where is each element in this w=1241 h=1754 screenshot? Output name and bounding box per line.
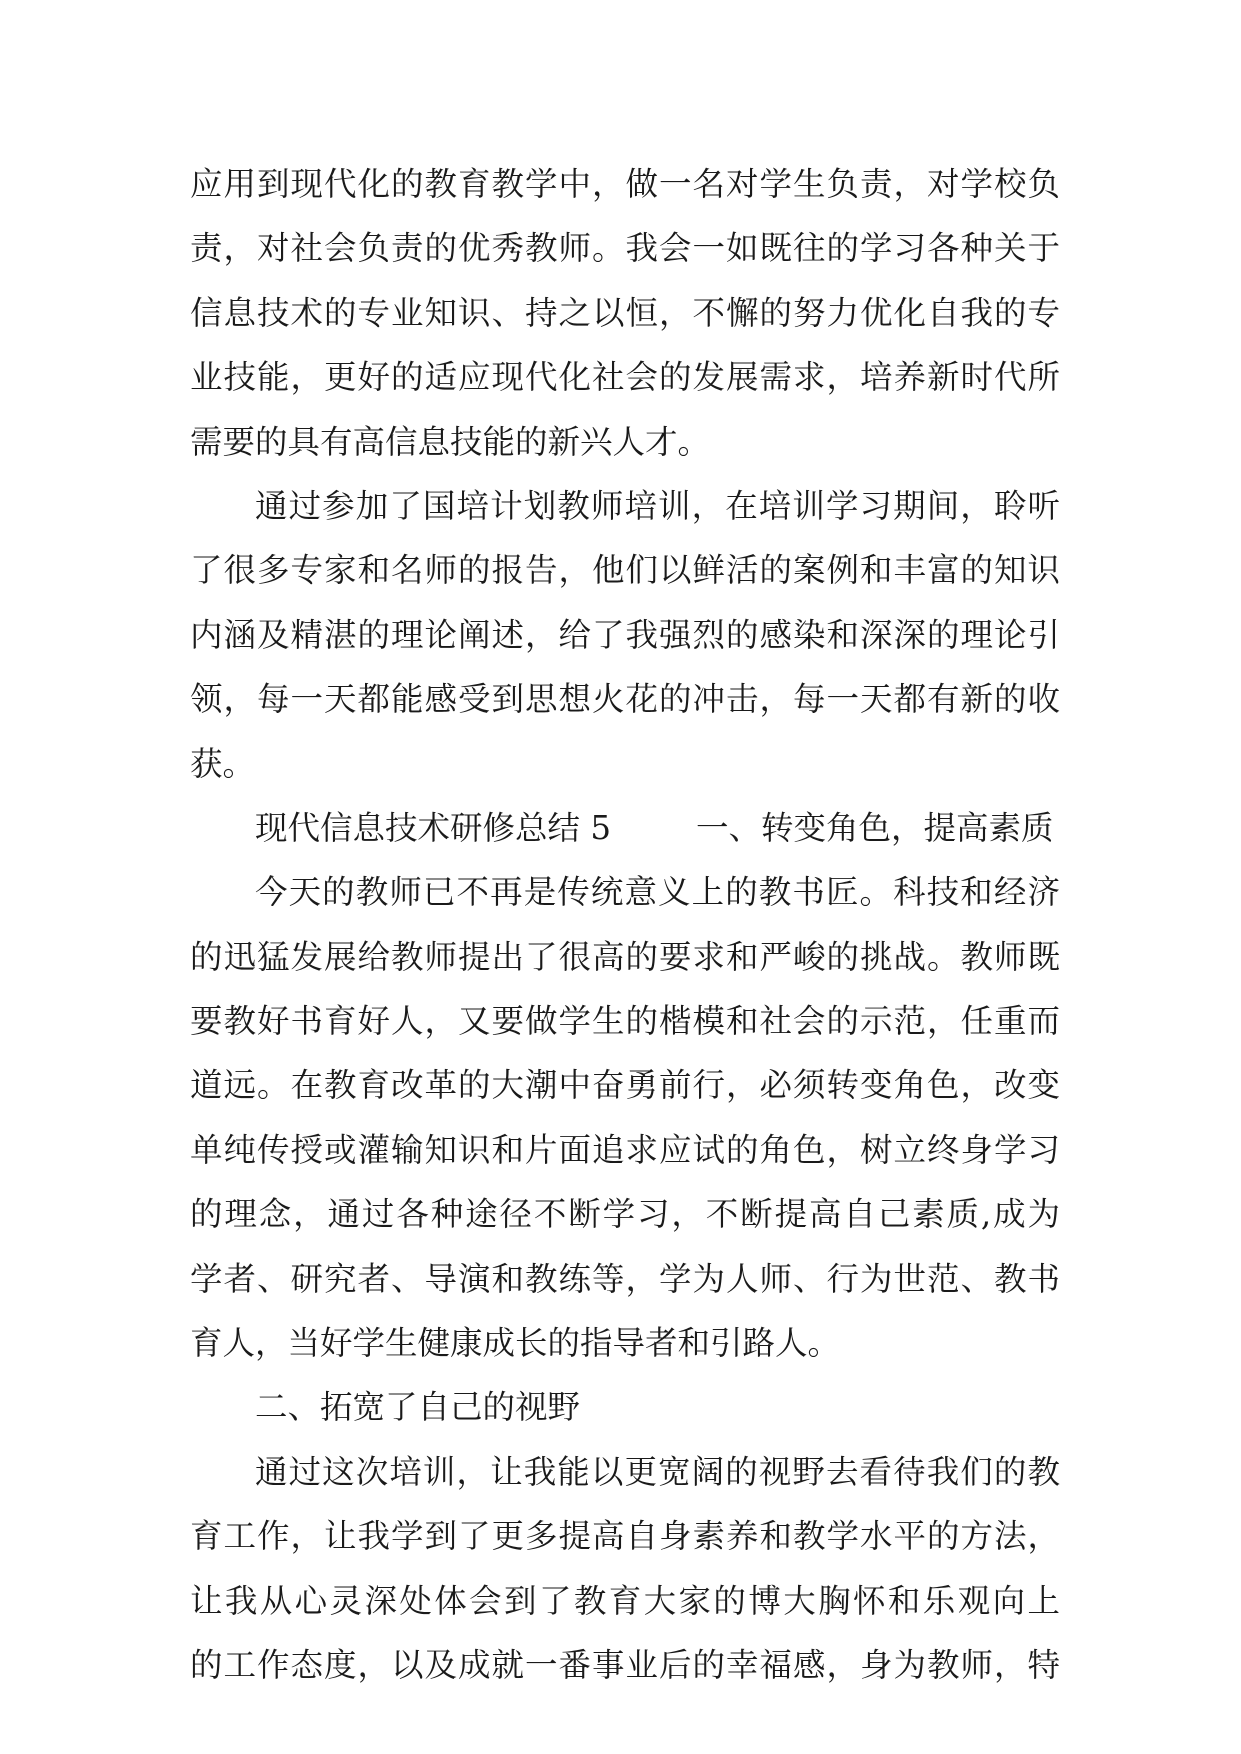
text-line: 育人，当好学生健康成长的指导者和引路人。 — [190, 1324, 841, 1363]
document-body — [190, 152, 1060, 1697]
text-line: 通过参加了国培计划教师培训，在培训学习期间，聆听 — [255, 486, 1060, 525]
text-line: 的工作态度，以及成就一番事业后的幸福感，身为教师，特 — [190, 1645, 1060, 1684]
section-subtitle: 一、转变角色，提高素质 — [696, 808, 1054, 847]
section-heading-2: 二、拓宽了自己的视野 — [255, 1388, 581, 1427]
text-line: 让我从心灵深处体会到了教育大家的博大胸怀和乐观向上 — [190, 1581, 1060, 1620]
text-line: 通过这次培训，让我能以更宽阔的视野去看待我们的教 — [255, 1452, 1060, 1491]
text-line: 领，每一天都能感受到思想火花的冲击，每一天都有新的收 — [190, 680, 1060, 719]
text-line: 了很多专家和名师的报告，他们以鲜活的案例和丰富的知识 — [190, 551, 1060, 590]
text-line: 应用到现代化的教育教学中，做一名对学生负责，对学校负 — [190, 165, 1060, 203]
section-heading — [190, 796, 1060, 860]
text-line: 今天的教师已不再是传统意义上的教书匠。科技和经济 — [255, 873, 1060, 912]
text-line: 的理念，通过各种途径不断学习，不断提高自己素质,成为 — [190, 1195, 1060, 1234]
text-line: 需要的具有高信息技能的新兴人才。 — [190, 422, 711, 461]
text-line: 育工作，让我学到了更多提高自身素养和教学水平的方法， — [190, 1517, 1060, 1556]
text-line: 学者、研究者、导演和教练等，学为人师、行为世范、教书 — [190, 1259, 1060, 1298]
text-line: 获。 — [190, 744, 256, 783]
text-line: 道远。在教育改革的大潮中奋勇前行，必须转变角色，改变 — [190, 1066, 1060, 1105]
text-line: 单纯传授或灌输知识和片面追求应试的角色，树立终身学习 — [190, 1130, 1060, 1169]
document-title: 现代信息技术研修总结 5 — [255, 808, 612, 847]
text-line: 责，对社会负责的优秀教师。我会一如既往的学习各种关于 — [190, 229, 1060, 268]
text-line: 信息技术的专业知识、持之以恒，不懈的努力优化自我的专 — [190, 293, 1060, 332]
text-line: 要教好书育好人，又要做学生的楷模和社会的示范，任重而 — [190, 1002, 1060, 1041]
text-line: 业技能，更好的适应现代化社会的发展需求，培养新时代所 — [190, 358, 1060, 397]
text-line: 的迅猛发展给教师提出了很高的要求和严峻的挑战。教师既 — [190, 937, 1060, 976]
text-line: 内涵及精湛的理论阐述，给了我强烈的感染和深深的理论引 — [190, 615, 1060, 654]
